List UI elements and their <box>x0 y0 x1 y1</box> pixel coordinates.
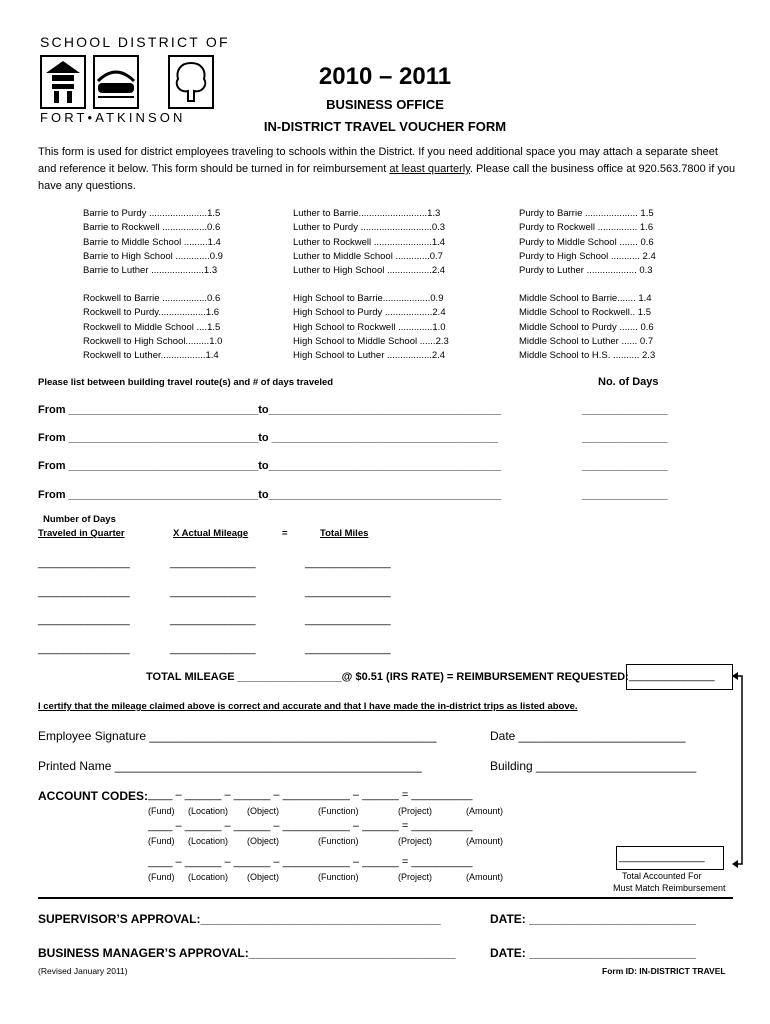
account-code-line[interactable]: ____ – ______ – ______ – ___________ – ______ = __________ <box>148 820 473 832</box>
amount-label: (Amount) <box>466 836 504 846</box>
distance-column-purdy <box>519 207 656 278</box>
route-days-field[interactable]: ______________ <box>582 460 668 472</box>
distance-column-rockwell <box>83 292 222 363</box>
route-days-field[interactable]: ______________ <box>582 432 668 444</box>
distance-row: Luther to Purdy ...........................0.3 <box>293 222 446 234</box>
mileage-field[interactable]: ______________ <box>170 643 256 655</box>
route-from-to-field[interactable]: From _______________________________to______________________________________ <box>38 460 502 472</box>
distance-row: Purdy to Barrie .................... 1.5 <box>519 208 654 219</box>
route-from-to-field[interactable]: From _______________________________to______________________________________ <box>38 404 502 416</box>
distance-row: Barrie to Rockwell .................0.6 <box>83 222 221 234</box>
intro-text-2: . Please call the business office at 920.563.7800 if you have any questions. <box>38 163 736 192</box>
printed-name-field[interactable]: Printed Name ______________________________________________ <box>38 759 422 773</box>
district-name-top: SCHOOL DISTRICT OF <box>40 34 230 50</box>
location-label: (Location) <box>188 836 229 846</box>
days-traveled-header-line2: Traveled in Quarter <box>38 528 125 539</box>
certification-statement: I certify that the mileage claimed above is correct and accurate and that I have made the in-district trips as listed above. <box>38 701 578 712</box>
distance-row: High School to Luther .................2.4 <box>293 350 446 362</box>
days-field[interactable]: _______________ <box>38 614 130 626</box>
fund-label: (Fund) <box>148 836 175 846</box>
business-manager-date-field[interactable]: DATE: _________________________ <box>490 946 696 960</box>
distance-column-middle-school <box>519 292 655 363</box>
days-header: No. of Days <box>598 376 659 388</box>
distance-row: High School to Rockwell .............1.0 <box>293 321 446 333</box>
form-title: IN-DISTRICT TRAVEL VOUCHER FORM <box>263 119 507 134</box>
mileage-field[interactable]: ______________ <box>170 614 256 626</box>
distance-column-luther <box>293 207 445 278</box>
project-label: (Project) <box>398 872 433 882</box>
intro-text-1: This form is used for district employees traveling to schools within the District. If you need additional space you may attach a separate sheet and reference it below. This form should be turned in for reimbursement <box>38 146 718 175</box>
reimbursement-box-blank: ______________ <box>629 670 715 682</box>
business-manager-approval-field[interactable]: BUSINESS MANAGER’S APPROVAL:_______________________________ <box>38 946 456 960</box>
revision-note: (Revised January 2011) <box>38 966 128 976</box>
days-field[interactable]: _______________ <box>38 557 130 569</box>
distance-row: Purdy to Middle School ....... 0.6 <box>519 236 654 248</box>
route-from-to-field[interactable]: From _______________________________to _____________________________________ <box>38 432 498 444</box>
routes-instruction: Please list between building travel route(s) and # of days traveled <box>38 377 334 388</box>
days-traveled-header-line1: Number of Days <box>43 514 116 525</box>
total-accounted-label: Total Accounted For <box>622 871 702 881</box>
reimbursement-requested-box[interactable] <box>626 664 733 690</box>
project-label: (Project) <box>398 836 433 846</box>
total-miles-field[interactable]: ______________ <box>305 614 391 626</box>
distance-row: Rockwell to Middle School ....1.5 <box>83 321 221 333</box>
building-field[interactable]: Building ________________________ <box>490 759 697 773</box>
total-miles-field[interactable]: ______________ <box>305 586 391 598</box>
distance-row: Rockwell to Luther.................1.4 <box>83 350 219 362</box>
object-label: (Object) <box>247 806 280 816</box>
total-accounted-blank: ______________ <box>619 851 705 863</box>
fund-label: (Fund) <box>148 872 175 882</box>
distance-row: Rockwell to Purdy..................1.6 <box>83 307 220 319</box>
function-label: (Function) <box>318 836 359 846</box>
distance-row: High School to Purdy ..................2.4 <box>293 307 446 319</box>
days-field[interactable]: _______________ <box>38 586 130 598</box>
approval-divider <box>38 897 733 899</box>
match-arrow-connector-icon <box>726 670 756 870</box>
total-miles-header: Total Miles <box>320 528 369 539</box>
employee-signature-field[interactable]: Employee Signature ___________________________________________ <box>38 729 437 743</box>
distance-row: Middle School to Luther ...... 0.7 <box>519 335 654 347</box>
route-from-to-field[interactable]: From _______________________________to______________________________________ <box>38 489 502 501</box>
amount-label: (Amount) <box>466 806 504 816</box>
distance-row: Barrie to Purdy ......................1.5 <box>83 208 221 219</box>
distance-row: Luther to High School .................2.4 <box>293 265 446 277</box>
must-match-label: Must Match Reimbursement <box>613 883 726 893</box>
distance-row: Luther to Rockwell ......................1.4 <box>293 236 446 248</box>
total-accounted-box[interactable] <box>616 846 724 870</box>
account-codes-label: ACCOUNT CODES: <box>38 789 148 803</box>
actual-mileage-header: X Actual Mileage <box>173 528 249 539</box>
distance-row: Barrie to Luther ....................1.3 <box>83 265 218 277</box>
distance-row: Middle School to Purdy ....... 0.6 <box>519 321 654 333</box>
distance-row: Purdy to Luther ................... 0.3 <box>519 265 653 277</box>
intro-emphasis: at least quarterly <box>389 163 470 175</box>
distance-column-high-school <box>293 292 449 363</box>
distance-row: Barrie to Middle School .........1.4 <box>83 236 221 248</box>
distance-row: Purdy to Rockwell ............... 1.6 <box>519 222 654 234</box>
function-label: (Function) <box>318 806 359 816</box>
function-label: (Function) <box>318 872 359 882</box>
route-days-field[interactable]: ______________ <box>582 404 668 416</box>
distance-row: Middle School to Barrie....... 1.4 <box>519 293 652 304</box>
supervisor-approval-field[interactable]: SUPERVISOR’S APPROVAL:____________________________________ <box>38 912 441 926</box>
form-id: Form ID: IN-DISTRICT TRAVEL <box>602 966 726 976</box>
supervisor-date-field[interactable]: DATE: _________________________ <box>490 912 696 926</box>
mileage-field[interactable]: ______________ <box>170 586 256 598</box>
district-name-bottom: FORT•ATKINSON <box>40 110 186 125</box>
distance-row: Middle School to Rockwell.. 1.5 <box>519 307 652 319</box>
total-miles-field[interactable]: ______________ <box>305 643 391 655</box>
project-label: (Project) <box>398 806 433 816</box>
days-field[interactable]: _______________ <box>38 643 130 655</box>
school-year-title: 2010 – 2011 <box>318 63 452 90</box>
account-code-line[interactable]: ____ – ______ – ______ – ___________ – ______ = __________ <box>148 856 473 868</box>
distance-row: Luther to Barrie..........................1.3 <box>293 208 441 219</box>
distance-column-barrie <box>83 207 223 278</box>
distance-row: Middle School to H.S. .......... 2.3 <box>519 350 656 362</box>
location-label: (Location) <box>188 806 229 816</box>
distance-row: Rockwell to High School.........1.0 <box>83 335 223 347</box>
equals-sign: = <box>282 528 288 539</box>
fund-label: (Fund) <box>148 806 175 816</box>
amount-label: (Amount) <box>466 872 504 882</box>
distance-row: Luther to Middle School .............0.7 <box>293 250 443 262</box>
distance-row: High School to Middle School ......2.3 <box>293 335 449 347</box>
intro-paragraph <box>38 144 738 195</box>
office-title: BUSINESS OFFICE <box>326 97 444 112</box>
total-mileage-line[interactable]: TOTAL MILEAGE _________________@ $0.51 (IRS RATE) = REIMBURSEMENT REQUESTED: <box>146 671 629 683</box>
location-label: (Location) <box>188 872 229 882</box>
distance-row: Barrie to High School .............0.9 <box>83 250 223 262</box>
signature-date-field[interactable]: Date _________________________ <box>490 729 686 743</box>
object-label: (Object) <box>247 872 280 882</box>
account-code-line[interactable]: ____ – ______ – ______ – ___________ – ______ = __________ <box>148 789 473 801</box>
distance-row: High School to Barrie..................0.9 <box>293 293 444 304</box>
total-miles-field[interactable]: ______________ <box>305 557 391 569</box>
route-days-field[interactable]: ______________ <box>582 489 668 501</box>
distance-row: Rockwell to Barrie .................0.6 <box>83 293 221 304</box>
distance-row: Purdy to High School ........... 2.4 <box>519 250 656 262</box>
object-label: (Object) <box>247 836 280 846</box>
mileage-field[interactable]: ______________ <box>170 557 256 569</box>
